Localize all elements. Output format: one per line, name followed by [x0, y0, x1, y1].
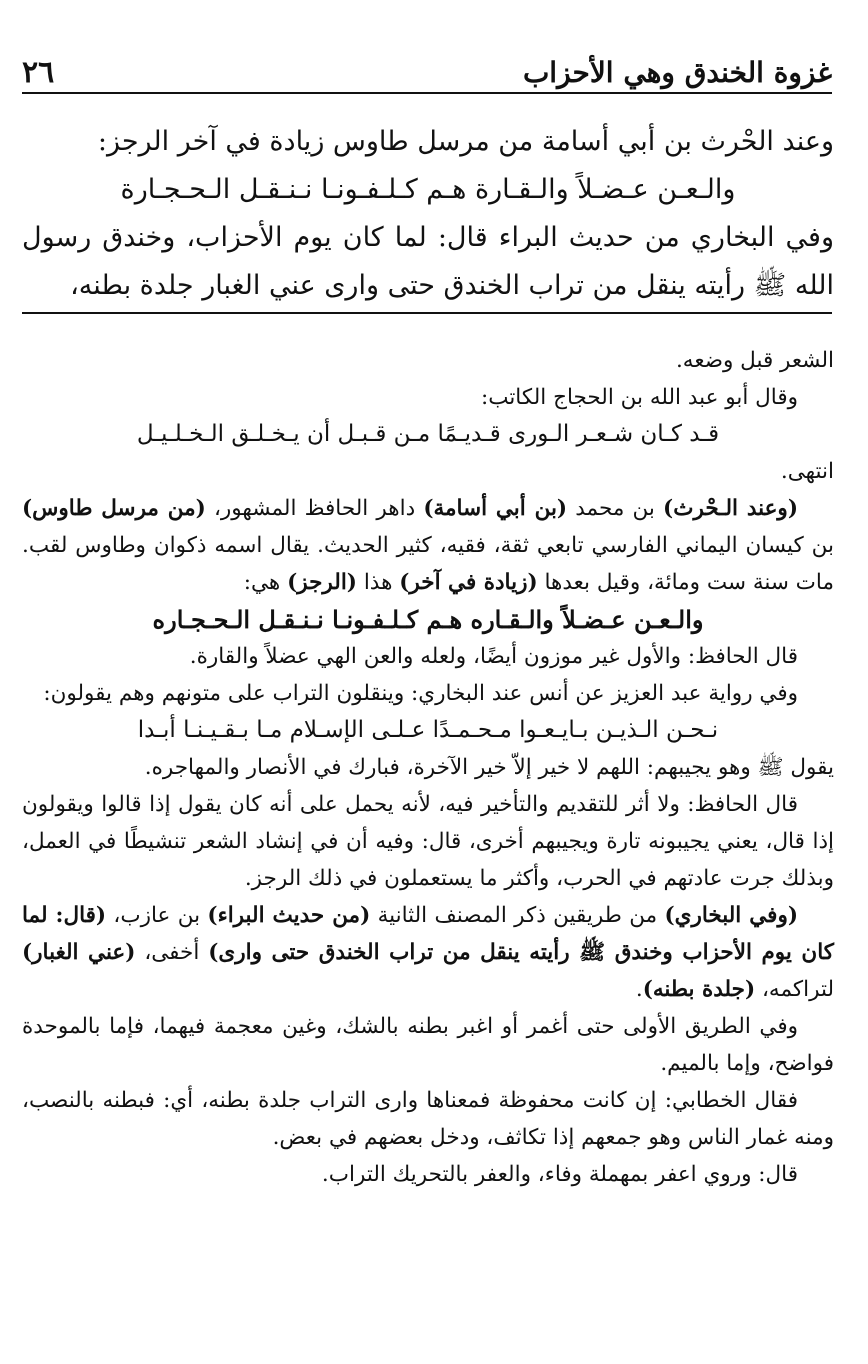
matn-text	[22, 118, 834, 310]
commentary-paragraph: قال الحافظ: والأول غير موزون أيضًا، ولعله والعن الهي عضلاً والقارة.	[189, 644, 798, 669]
quoted-matn: (الرجز)	[287, 570, 357, 595]
quoted-matn: (زيادة في آخر)	[399, 570, 538, 595]
commentary-paragraph: قال: وروي اعفر بمهملة وفاء، والعفر بالتحريك التراب.	[321, 1162, 798, 1187]
commentary-paragraph: انتهى.	[780, 459, 834, 484]
quoted-matn: (جلدة بطنه)	[642, 977, 756, 1002]
commentary-text-run: بن كيسان اليماني الفارسي تابعي ثقة، فقيه، كثير الحديث. يقال اسمه ذكوان وطاوس لقب. مات سنة ست ومائة، وقيل بعدها	[22, 533, 834, 595]
commentary-paragraph: قال الحافظ: ولا أثر للتقديم والتأخير فيه، لأنه يحمل على أنه كان يقول إذا قالوا ويقولون إذا قال، يعني يجيبونه تارة ويجيبهم أخرى، قال: وفيه أن في إنشاد الشعر تنشيطًا في العمل، وبذلك جرت عادتهم في الحرب، وأكثر ما يستعملون في ذلك الرجز.	[22, 792, 834, 891]
commentary-text-run: داهر الحافظ المشهور،	[205, 496, 424, 521]
page-number: ٢٦	[22, 54, 55, 90]
commentary-text-run: من طريقين ذكر المصنف الثانية	[370, 903, 665, 928]
matn-verse: والـعـن عـضـلاً والـقـارة هـم كـلـفـونـا نـنـقـل الـحـجـارة	[120, 174, 736, 205]
poem-verse: قـد كـان شـعـر الـورى قـديـمًا مـن قـبـل أن يـخـلـق الـخـلـيـل	[136, 421, 720, 447]
commentary-text-run: لتراكمه،	[755, 977, 834, 1002]
quoted-matn: (بن أبي أسامة)	[423, 496, 568, 521]
commentary-paragraph: وفي رواية عبد العزيز عن أنس عند البخاري: وينقلون التراب على متونهم وهم يقولون:	[43, 681, 798, 706]
commentary-text-run: بن محمد	[567, 496, 664, 521]
quoted-matn: (وعند الـحْرث)	[663, 496, 798, 521]
commentary-paragraph: يقول ﷺ وهو يجيبهم: اللهم لا خير إلاّ خير الآخرة، فبارك في الأنصار والمهاجره.	[144, 755, 834, 780]
quoted-matn: (عني الغبار)	[22, 940, 136, 965]
section-divider	[22, 312, 832, 314]
commentary-text	[22, 342, 834, 1193]
commentary-text-run: .	[635, 977, 643, 1002]
poem-verse: نـحـن الـذيـن بـايـعـوا مـحـمـدًا عـلـى الإسـلام مـا بـقـيـنـا أبـدا	[137, 717, 719, 743]
commentary-paragraph: الشعر قبل وضعه.	[675, 348, 834, 373]
commentary-text-run: أخفى،	[135, 940, 209, 965]
quoted-matn: (من حديث البراء)	[207, 903, 371, 928]
running-title: غزوة الخندق وهي الأحزاب	[522, 55, 832, 89]
commentary-paragraph: فقال الخطابي: إن كانت محفوظة فمعناها وارى التراب جلدة بطنه، أي: فبطنه بالنصب، ومنه غمار الناس وهو جمعهم إذا تكاثف، ودخل بعضهم في بعض.	[22, 1088, 834, 1150]
commentary-paragraph: وقال أبو عبد الله بن الحجاج الكاتب:	[480, 385, 798, 410]
commentary-text-run: هي:	[243, 570, 288, 595]
commentary-text-run: بن عازب،	[106, 903, 208, 928]
matn-paragraph: وفي البخاري من حديث البراء قال: لما كان يوم الأحزاب، وخندق رسول الله ﷺ رأيته ينقل من تراب الخندق حتى وارى عني الغبار جلدة بطنه،	[22, 222, 834, 301]
matn-line: وعند الحْرث بن أبي أسامة من مرسل طاوس زيادة في آخر الرجز:	[97, 126, 834, 157]
quoted-matn: (من مرسل طاوس)	[22, 496, 206, 521]
page-header	[22, 52, 832, 94]
commentary-paragraph	[22, 490, 834, 601]
commentary-text-run: هذا	[356, 570, 400, 595]
poem-verse-bold: والـعـن عـضـلاً والـقـاره هـم كـلـفـونـا نـنـقـل الـحـجـاره	[152, 605, 704, 634]
quoted-matn: (وفي البخاري)	[664, 903, 799, 928]
commentary-paragraph	[22, 897, 834, 1008]
quoted-matn: (قال: لما كان يوم الأحزاب وخندق ﷺ رأيته ينقل من تراب الخندق حتى وارى)	[22, 903, 834, 965]
commentary-paragraph: وفي الطريق الأولى حتى أغمر أو اغبر بطنه بالشك، وغين معجمة فيهما، فإما بالموحدة فواضح، وإما بالميم.	[22, 1014, 834, 1076]
